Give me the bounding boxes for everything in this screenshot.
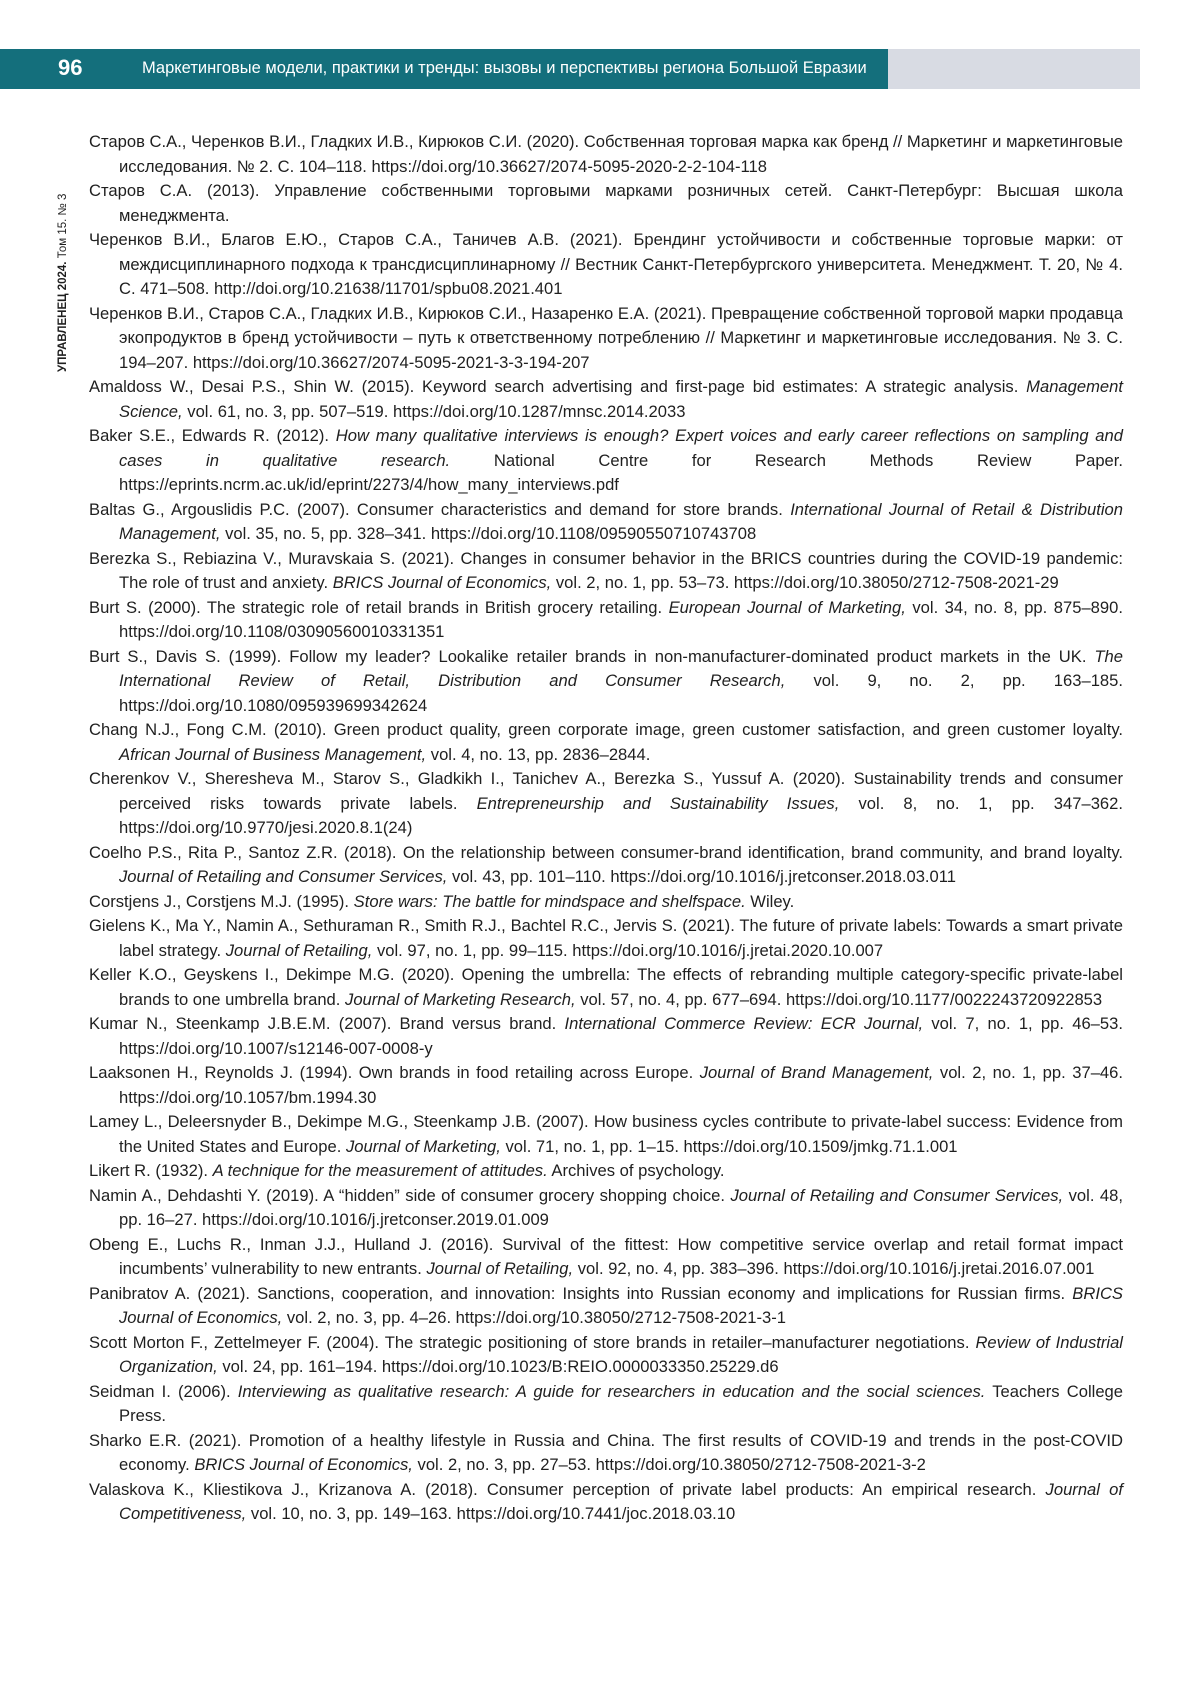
reference-details: vol. 61, no. 3, pp. 507–519. https://doi.org/10.1287/mnsc.2014.2033 [182,401,686,421]
reference-item [89,375,1123,424]
reference-text: Burt S. (2000). The strategic role of retail brands in British grocery retailing. [89,597,669,617]
reference-item [89,1159,1123,1184]
reference-item [89,645,1123,719]
reference-text: Sharko E.R. (2021). Promotion of a healthy lifestyle in Russia and China. The first results of COVID-19 and trends in the post-COVID economy. [89,1430,1123,1474]
reference-source-title: Journal of Retailing and Consumer Services, [730,1185,1064,1205]
page-number: 96 [58,55,83,80]
reference-item [89,718,1123,767]
reference-item [89,498,1123,547]
header-tail [888,49,1140,89]
reference-source-title: International Journal of Retail & Distribution Management, [119,499,1123,543]
reference-source-title: A technique for the measurement of attitudes. [212,1161,548,1180]
reference-item [89,179,1123,228]
reference-source-title: Entrepreneurship and Sustainability Issues, [476,793,840,813]
reference-text: Obeng E., Luchs R., Inman J.J., Hulland J. (2016). Survival of the fittest: How competitive service overlap and retail format impact incumbents’ vulnerability to new entrants. [89,1234,1123,1278]
reference-source-title: Review of Industrial Organization, [119,1332,1123,1376]
reference-details: vol. 34, no. 8, pp. 875–890. https://doi.org/10.1108/03090560010331351 [119,597,1123,641]
reference-item [89,228,1123,302]
reference-source-title: Journal of Retailing, [426,1259,574,1278]
reference-item [89,1233,1123,1282]
reference-text: Kumar N., Steenkamp J.B.E.M. (2007). Brand versus brand. [89,1014,565,1033]
reference-details: vol. 43, pp. 101–110. https://doi.org/10.1016/j.jretconser.2018.03.011 [447,867,956,886]
reference-details: vol. 35, no. 5, pp. 328–341. https://doi.org/10.1108/09590550710743708 [220,524,757,543]
reference-source-title: Journal of Competitiveness, [119,1479,1123,1523]
reference-text: Старов С.А. (2013). Управление собственными торговыми марками розничных сетей. Санкт-Петербург: Высшая школа менеджмента. [89,181,1123,225]
reference-item [89,963,1123,1012]
reference-source-title: BRICS Journal of Economics, [332,573,552,592]
reference-details: vol. 4, no. 13, pp. 2836–2844. [426,744,651,764]
reference-source-title: European Journal of Marketing, [668,597,906,617]
reference-text: Baker S.E., Edwards R. (2012). [89,426,336,445]
reference-details: Wiley. [745,891,795,911]
reference-source-title: African Journal of Business Management, [119,744,427,764]
running-title: Маркетинговые модели, практики и тренды: вызовы и перспективы региона Большой Евразии [142,59,867,77]
reference-text: Panibratov A. (2021). Sanctions, cooperation, and innovation: Insights into Russian economy and implications for Russian firms. [89,1283,1073,1303]
reference-item [89,1380,1123,1429]
reference-item [89,424,1123,498]
reference-text: Cherenkov V., Sheresheva M., Starov S., Gladkikh I., Tanichev A., Berezka S., Yussuf A. (2020). Sustainability trends and consumer perceived risks towards private labels. [89,769,1123,813]
journal-side-label [53,142,73,372]
reference-details: vol. 8, no. 1, pp. 347–362. https://doi.org/10.9770/jesi.2020.8.1(24) [119,793,1123,837]
reference-details: vol. 92, no. 4, pp. 383–396. https://doi.org/10.1016/j.jretai.2016.07.001 [573,1259,1095,1278]
reference-text: Lamey L., Deleersnyder B., Dekimpe M.G., Steenkamp J.B. (2007). How business cycles contribute to private-label success: Evidence from the United States and Europe. [89,1112,1123,1156]
reference-details: vol. 2, no. 3, pp. 27–53. https://doi.org/10.38050/2712-7508-2021-3-2 [412,1455,926,1474]
reference-item [89,841,1123,890]
reference-item [89,914,1123,963]
page-header [0,49,1140,89]
reference-item [89,767,1123,841]
reference-item [89,1282,1123,1331]
reference-details: vol. 57, no. 4, pp. 677–694. https://doi.org/10.1177/0022243720922853 [575,989,1103,1009]
reference-source-title: Journal of Brand Management, [699,1063,934,1082]
reference-item [89,1110,1123,1159]
reference-details: vol. 24, pp. 161–194. https://doi.org/10.1023/B:REIO.0000033350.25229.d6 [217,1357,779,1376]
reference-item [89,130,1123,179]
journal-name: УПРАВЛЕНЕЦ 2024. [57,261,69,372]
reference-text: Namin A., Dehdashti Y. (2019). A “hidden” side of consumer grocery shopping choice. [89,1185,731,1205]
reference-details: National Centre for Research Methods Review Paper. https://eprints.ncrm.ac.uk/id/eprint/2273/4/how_many_interviews.pdf [119,450,1123,494]
reference-details: vol. 48, pp. 16–27. https://doi.org/10.1016/j.jretconser.2019.01.009 [119,1185,1123,1229]
reference-source-title: How many qualitative interviews is enough? Expert voices and early career reflections on sampling and cases in qualitative research. [119,426,1123,470]
reference-text: Keller K.O., Geyskens I., Dekimpe M.G. (2020). Opening the umbrella: The effects of rebranding multiple category-specific private-label brands to one umbrella brand. [89,965,1123,1009]
reference-source-title: Journal of Marketing, [345,1136,501,1156]
reference-text: Baltas G., Argouslidis P.C. (2007). Consumer characteristics and demand for store brands. [89,499,791,519]
reference-details: vol. 2, no. 1, pp. 37–46. https://doi.org/10.1057/bm.1994.30 [119,1063,1123,1107]
reference-details: vol. 2, no. 3, pp. 4–26. https://doi.org/10.38050/2712-7508-2021-3-1 [282,1308,786,1327]
reference-text: Старов С.А., Черенков В.И., Гладких И.В., Кирюков С.И. (2020). Собственная торговая марка как бренд // Маркетинг и маркетинговые исследования. № 2. С. 104–118. https://doi.org/10.36627/2074-5095-2020-2-2-104-118 [89,132,1123,176]
reference-item [89,1061,1123,1110]
reference-details: vol. 71, no. 1, pp. 1–15. https://doi.org/10.1509/jmkg.71.1.001 [500,1136,958,1156]
reference-source-title: Management Science, [119,377,1123,421]
reference-item [89,1478,1123,1527]
journal-issue: Том 15. № 3 [57,193,69,259]
reference-text: Valaskova K., Kliestikova J., Krizanova A. (2018). Consumer perception of private label products: An empirical research. [89,1479,1046,1499]
reference-details: Archives of psychology. [547,1161,725,1180]
reference-item [89,302,1123,376]
reference-details: vol. 2, no. 1, pp. 53–73. https://doi.org/10.38050/2712-7508-2021-29 [551,573,1059,592]
reference-item [89,547,1123,596]
reference-details: Teachers College Press. [119,1381,1124,1425]
reference-text: Laaksonen H., Reynolds J. (1994). Own brands in food retailing across Europe. [89,1063,700,1082]
reference-item [89,1184,1123,1233]
reference-list [89,130,1123,1527]
reference-source-title: BRICS Journal of Economics, [194,1455,413,1474]
reference-details: vol. 7, no. 1, pp. 46–53. https://doi.org/10.1007/s12146-007-0008-y [119,1014,1123,1058]
reference-source-title: Journal of Retailing, [225,940,373,960]
reference-details: vol. 9, no. 2, pp. 163–185. https://doi.org/10.1080/095939699342624 [119,671,1123,715]
reference-text: Burt S., Davis S. (1999). Follow my leader? Lookalike retailer brands in non-manufacturer-dominated product markets in the UK. [89,646,1095,666]
reference-source-title: Store wars: The battle for mindspace and shelfspace. [353,891,746,911]
reference-text: Coelho P.S., Rita P., Santoz Z.R. (2018). On the relationship between consumer-brand identification, brand community, and brand loyalty. [89,842,1123,862]
reference-text: Likert R. (1932). [89,1161,213,1180]
reference-source-title: The International Review of Retail, Distribution and Consumer Research, [119,646,1123,690]
reference-text: Черенков В.И., Старов С.А., Гладких И.В., Кирюков С.И., Назаренко Е.А. (2021). Превращение собственной торговой марки продавца экопродуктов в бренд устойчивости – путь к ответственному потреблению // Маркетинг и маркетинговые исследования. № 3. С. 194–207. https://doi.org/10.36627/2074-5095-2021-3-3-194-207 [89,303,1123,372]
reference-text: Berezka S., Rebiazina V., Muravskaia S. (2021). Changes in consumer behavior in the BRICS countries during the COVID-19 pandemic: The role of trust and anxiety. [89,548,1123,592]
reference-text: Gielens K., Ma Y., Namin A., Sethuraman R., Smith R.J., Bachtel R.C., Jervis S. (2021). The future of private labels: Towards a smart private label strategy. [89,916,1123,960]
reference-text: Corstjens J., Corstjens M.J. (1995). [89,891,354,911]
reference-source-title: International Commerce Review: ECR Journal, [564,1014,924,1033]
reference-source-title: Journal of Retailing and Consumer Services, [119,867,448,886]
reference-item [89,596,1123,645]
reference-details: vol. 10, no. 3, pp. 149–163. https://doi.org/10.7441/joc.2018.03.10 [246,1504,736,1523]
reference-item [89,890,1123,915]
reference-text: Chang N.J., Fong C.M. (2010). Green product quality, green corporate image, green customer satisfaction, and green customer loyalty. [89,720,1123,739]
reference-text: Черенков В.И., Благов Е.Ю., Старов С.А., Таничев А.В. (2021). Брендинг устойчивости и собственные торговые марки: от междисциплинарного подхода к трансдисциплинарному // Вестник Санкт-Петербургского университета. Менеджмент. Т. 20, № 4. С. 471–508. http://doi.org/10.21638/11701/spbu08.2021.401 [89,230,1123,298]
reference-source-title: Journal of Marketing Research, [345,989,576,1009]
reference-item [89,1012,1123,1061]
reference-text: Scott Morton F., Zettelmeyer F. (2004). The strategic positioning of store brands in retailer–manufacturer negotiations. [89,1332,976,1352]
reference-item [89,1331,1123,1380]
reference-text: Amaldoss W., Desai P.S., Shin W. (2015). Keyword search advertising and first-page bid estimates: A strategic analysis. [89,377,1027,396]
reference-item [89,1429,1123,1478]
reference-source-title: Interviewing as qualitative research: A guide for researchers in education and the social sciences. [237,1381,986,1401]
reference-source-title: BRICS Journal of Economics, [119,1283,1123,1327]
reference-details: vol. 97, no. 1, pp. 99–115. https://doi.org/10.1016/j.jretai.2020.10.007 [372,940,884,960]
reference-text: Seidman I. (2006). [89,1381,238,1401]
